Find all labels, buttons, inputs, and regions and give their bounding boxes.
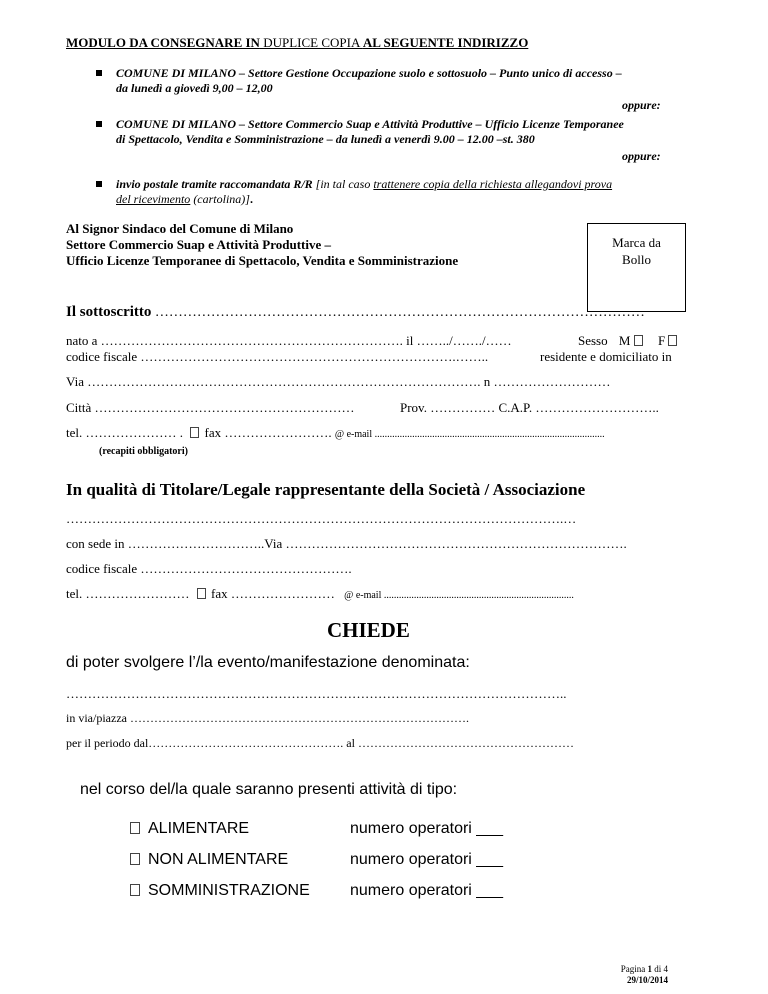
city-field[interactable]: Città ……………………………………………………	[66, 400, 355, 415]
activity-row: SOMMINISTRAZIONE	[130, 882, 310, 900]
activity-row: ALIMENTARE	[130, 820, 249, 838]
residence-label: residente e domiciliato in	[540, 349, 672, 364]
contacts-row	[66, 425, 605, 441]
event-intro: di poter svolgere l’/la evento/manifestazione denominata:	[66, 654, 470, 671]
recipient-block: Al Signor Sindaco del Comune di Milano Settore Commercio Suap e Attività Produttive – Ufficio Licenze Temporanee di Spettacolo, Vendita e Somministrazione	[66, 221, 459, 268]
street-field[interactable]: Via ………………………………………………………………………………. n ………………………	[66, 374, 611, 389]
email-field[interactable]: @ e-mail ............................................................................................	[334, 429, 605, 440]
operators-count-field[interactable]: numero operatori ___	[350, 882, 503, 899]
chiede-heading: CHIEDE	[327, 618, 410, 642]
sottoscritto-field[interactable]: Il sottoscritto ……………………………………………………………………………………………	[66, 304, 645, 320]
bullet	[96, 70, 102, 76]
province-cap-field[interactable]: Prov. …………… C.A.P. ………………………..	[400, 400, 659, 415]
activity-row: NON ALIMENTARE	[130, 851, 288, 869]
fiscal-code-field[interactable]: codice fiscale ……………………………………………………………….……..	[66, 349, 489, 364]
company-phone-field[interactable]: tel. ……………………	[66, 586, 190, 601]
sex-f-checkbox[interactable]	[668, 335, 677, 346]
company-email-field[interactable]: @ e-mail ............................................................................	[344, 590, 574, 601]
address-item-2: COMUNE DI MILANO – Settore Commercio Suap e Attività Produttive – Ufficio Licenze Temporanee di Spettacolo, Vendita e Somministrazione – da lunedì a venerdì 9.00 – 12.00 –st. 380	[116, 117, 624, 146]
required-contacts-note: (recapiti obbligatori)	[99, 446, 188, 457]
company-name-field[interactable]: …………………………………………………………………………………………………….…	[66, 511, 577, 526]
bullet	[96, 181, 102, 187]
bullet	[96, 121, 102, 127]
activity-somministrazione-checkbox[interactable]	[130, 884, 140, 896]
activity-alimentare-checkbox[interactable]	[130, 822, 140, 834]
oppure-label: oppure:	[622, 98, 661, 112]
address-item-3: invio postale tramite raccomandata R/R [in tal caso trattenere copia della richiesta allegandovi prova del ricevimento (cartolina)].	[116, 177, 613, 206]
company-fax-field[interactable]: fax ……………………	[211, 586, 335, 601]
oppure-label: oppure:	[622, 149, 661, 163]
sex-selector: Sesso M F	[578, 333, 679, 349]
company-section-title: In qualità di Titolare/Legale rappresentante della Società / Associazione	[66, 480, 586, 499]
birth-field[interactable]: nato a ……………………………………………………………. il ……../……./……	[66, 333, 512, 348]
activity-non-alimentare-checkbox[interactable]	[130, 853, 140, 865]
checkbox-icon	[190, 427, 199, 438]
event-location-field[interactable]: in via/piazza ………………………………………………………………………….	[66, 711, 469, 725]
revenue-stamp-box: Marca da Bollo	[587, 223, 686, 312]
sex-m-checkbox[interactable]	[634, 335, 643, 346]
company-contacts-row	[66, 586, 574, 602]
company-fiscal-code-field[interactable]: codice fiscale ………………………………………….	[66, 561, 352, 576]
operators-count-field[interactable]: numero operatori ___	[350, 820, 503, 837]
checkbox-icon	[197, 588, 206, 599]
address-item-1: COMUNE DI MILANO – Settore Gestione Occupazione suolo e sottosuolo – Punto unico di accesso – da lunedì a giovedì 9,00 – 12,00	[116, 66, 622, 95]
event-name-field[interactable]: ……………………………………………………………………………………………………..	[66, 686, 567, 701]
company-address-field[interactable]: con sede in …………………………..Via …………………………………………………………………….	[66, 536, 627, 551]
activities-intro: nel corso del/la quale saranno presenti attività di tipo:	[80, 781, 458, 798]
operators-count-field[interactable]: numero operatori ___	[350, 851, 503, 868]
fax-field[interactable]: fax …………………….	[204, 425, 332, 440]
page-footer: Pagina 1 di 4 29/10/2014	[620, 964, 668, 985]
phone-field[interactable]: tel. ………………… .	[66, 425, 183, 440]
event-period-field[interactable]: per il periodo dal…………………………………………. al ………………………………………………	[66, 736, 574, 750]
header-title: MODULO DA CONSEGNARE IN DUPLICE COPIA AL SEGUENTE INDIRIZZO	[66, 35, 529, 50]
